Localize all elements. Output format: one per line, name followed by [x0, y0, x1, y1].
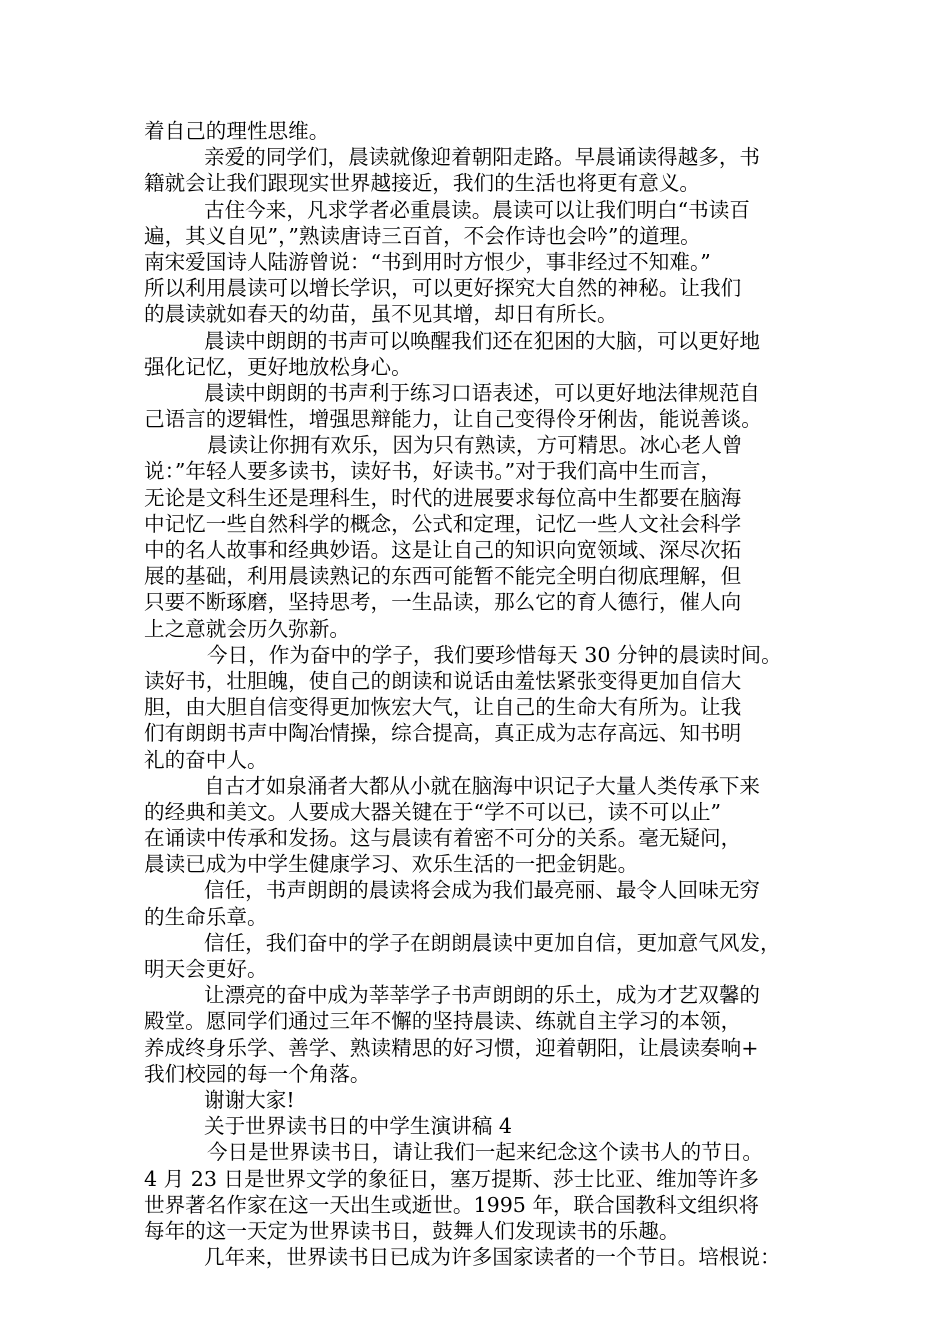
text-line: 的生命乐章。	[144, 904, 268, 929]
text-line: 遍，其义自见”，”熟读唐诗三百首，不会作诗也会吟”的道理。	[144, 223, 701, 248]
text-line: 晨读已成为中学生健康学习、欢乐生活的一把金钥匙。	[144, 852, 639, 877]
text-line: 关于世界读书日的中学生演讲稿 4	[204, 1114, 512, 1139]
text-line: 南宋爱国诗人陆游曾说：“书到用时方恨少，事非经过不知难。”	[144, 249, 711, 274]
text-line: 今日，作为奋中的学子，我们要珍惜每天 30 分钟的晨读时间。	[207, 642, 782, 667]
text-line: 籍就会让我们跟现实世界越接近，我们的生活也将更有意义。	[144, 171, 701, 196]
text-line: 晨读中朗朗的书声利于练习口语表述，可以更好地法律规范自	[204, 380, 761, 405]
text-line: 己语言的逻辑性，增强思辩能力，让自己变得伶牙俐齿，能说善谈。	[144, 407, 762, 432]
text-line: 读好书，壮胆魄，使自己的朗读和说话由羞怯紧张变得更加自信大	[144, 668, 742, 693]
text-line: 亲爱的同学们，晨读就像迎着朝阳走路。早晨诵读得越多，书	[204, 145, 761, 170]
text-line: 们有朗朗书声中陶冶情操，综合提高，真正成为志存高远、知书明	[144, 721, 742, 746]
text-line: 展的基础，利用晨读熟记的东西可能暂不能完全明白彻底理解，但	[144, 564, 742, 589]
text-line: 晨读中朗朗的书声可以唤醒我们还在犯困的大脑，可以更好地	[204, 328, 761, 353]
text-line: 所以利用晨读可以增长学识，可以更好探究大自然的神秘。让我们	[144, 276, 742, 301]
text-line: 古住今来，凡求学者必重晨读。晨读可以让我们明白“书读百	[204, 197, 750, 222]
text-line: 每年的这一天定为世界读书日，鼓舞人们发现读书的乐趣。	[144, 1218, 680, 1243]
text-line: 胆，由大胆自信变得更加恢宏大气，让自己的生命大有所为。让我	[144, 695, 742, 720]
text-line: 让漂亮的奋中成为莘莘学子书声朗朗的乐土，成为才艺双馨的	[204, 983, 761, 1008]
text-line: 的经典和美文。人要成大器关键在于“学不可以已，读不可以止”	[144, 799, 722, 824]
text-line: 养成终身乐学、善学、熟读精思的好习惯，迎着朝阳，让晨读奏响+	[144, 1035, 759, 1060]
text-line: 的晨读就如春天的幼苗，虽不见其增，却日有所长。	[144, 302, 618, 327]
text-line: 今日是世界读书日，请让我们一起来纪念这个读书人的节日。	[207, 1140, 764, 1165]
text-line: 说：”年轻人要多读书，读好书，好读书。”对于我们高中生而言，	[144, 459, 722, 484]
text-line: 我们校园的每一个角落。	[144, 1061, 371, 1086]
text-line: 明天会更好。	[144, 957, 268, 981]
text-line: 礼的奋中人。	[144, 747, 268, 772]
text-line: 几年来，世界读书日已成为许多国家读者的一个节日。培根说：	[204, 1245, 781, 1270]
text-line: 中的名人故事和经典妙语。这是让自己的知识向宽领域、深尽次拓	[144, 538, 742, 562]
text-line: 在诵读中传承和发扬。这与晨读有着密不可分的关系。毫无疑问，	[144, 826, 742, 851]
document-body	[144, 118, 834, 1270]
text-line: 信任，我们奋中的学子在朗朗晨读中更加自信，更加意气风发，	[204, 930, 781, 955]
text-line: 自古才如泉涌者大都从小就在脑海中识记子大量人类传承下来	[204, 773, 761, 798]
text-line: 无论是文科生还是理科生，时代的进展要求每位高中生都要在脑海	[144, 485, 742, 510]
text-line: 晨读让你拥有欢乐，因为只有熟读，方可精思。冰心老人曾	[207, 433, 743, 458]
text-line: 4 月 23 日是世界文学的象征日，塞万提斯、莎士比亚、维加等许多	[144, 1166, 759, 1191]
text-line: 上之意就会历久弥新。	[144, 616, 350, 641]
text-line: 谢谢大家!	[204, 1087, 295, 1112]
text-line: 中记忆一些自然科学的概念，公式和定理，记忆一些人文社会科学	[144, 511, 742, 536]
text-line: 殿堂。愿同学们通过三年不懈的坚持晨读、练就自主学习的本领，	[144, 1009, 742, 1034]
text-line: 世界著名作家在这一天出生或逝世。1995 年，联合国教科文组织将	[144, 1192, 759, 1217]
text-line: 着自己的理性思维。	[144, 119, 330, 143]
text-line: 强化记忆，更好地放松身心。	[144, 354, 412, 379]
text-line: 只要不断琢磨，坚持思考，一生品读，那么它的育人德行，催人向	[144, 590, 742, 615]
text-line: 信任，书声朗朗的晨读将会成为我们最亮丽、最令人回味无穷	[204, 878, 761, 903]
